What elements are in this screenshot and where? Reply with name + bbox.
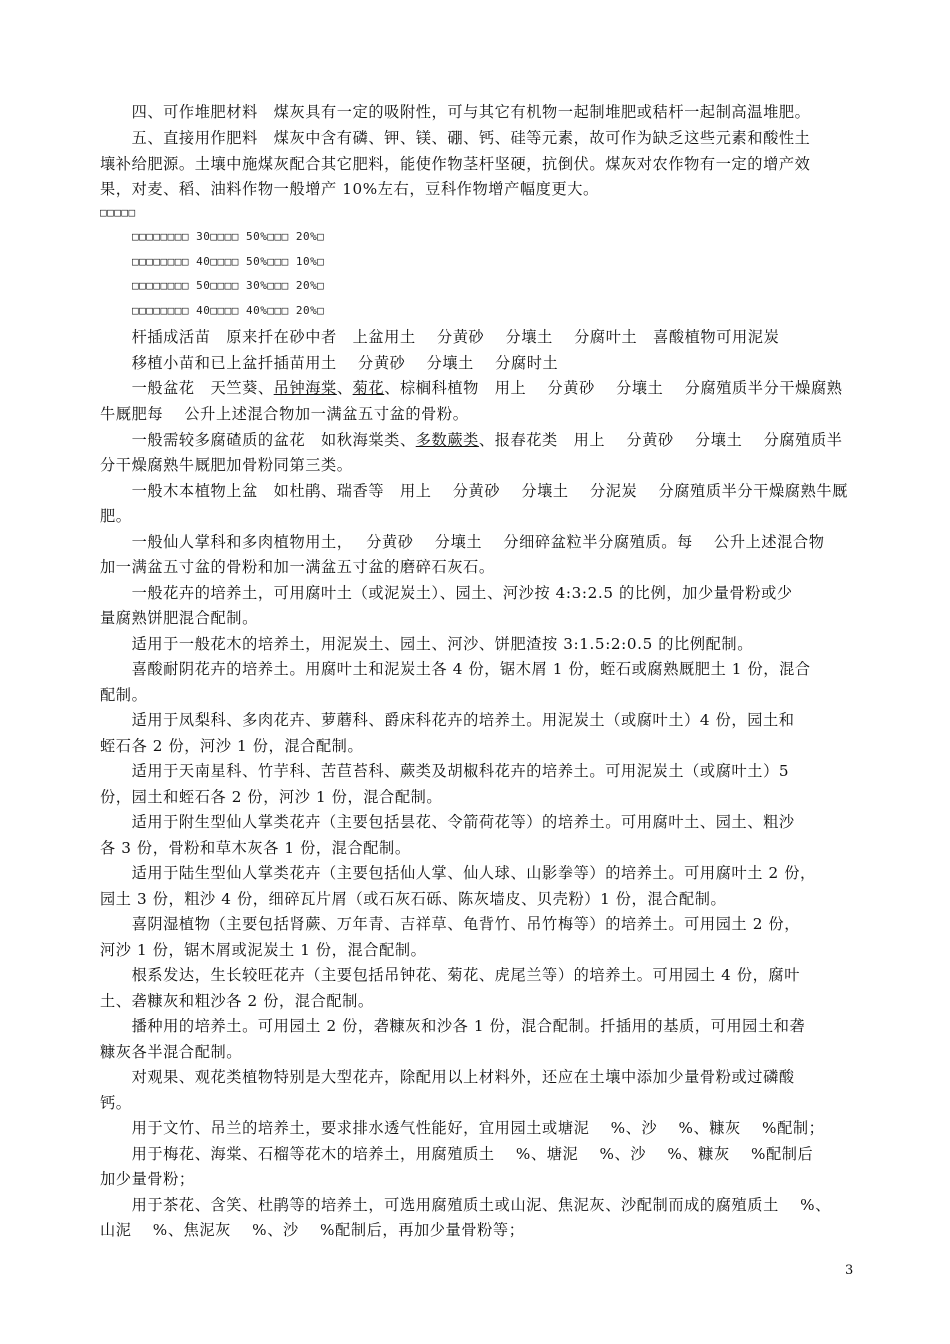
text-line: 五、直接用作肥料 煤灰中含有磷、钾、镁、硼、钙、硅等元素，故可作为缺乏这些元素和酸性土 <box>100 129 811 147</box>
text-line: 用于茶花、含笑、杜鹃等的培养土，可选用腐殖质土或山泥、焦泥灰、沙配制而成的腐殖质土 %、 <box>100 1196 831 1214</box>
text-line: 适用于凤梨科、多肉花卉、萝蘑科、爵床科花卉的培养土。用泥炭土（或腐叶土）4 份，园土和 <box>100 711 795 729</box>
text-line: 播种用的培养土。可用园土 2 份，砻糠灰和沙各 1 份，混合配制。扦插用的基质，可用园土和砻 <box>100 1017 806 1035</box>
garbled-row: □□□□□□□□ 30□□□□ 50%□□□ 20%□ <box>132 230 325 243</box>
text-line: 四、可作堆肥材料 煤灰具有一定的吸附性，可与其它有机物一起制堆肥或秸杆一起制高温堆肥。 <box>100 103 811 121</box>
text-line: 适用于附生型仙人掌类花卉（主要包括昙花、令箭荷花等）的培养土。可用腐叶土、园土、粗沙 <box>100 813 795 831</box>
text-line: 份，园土和蛭石各 2 份，河沙 1 份，混合配制。 <box>100 788 443 806</box>
text-line: 杆插成活苗 原来扦在砂中者 上盆用土 分黄砂 分壤土 分腐叶土 喜酸植物可用泥炭 <box>100 328 780 346</box>
text-line: 山泥 %、焦泥灰 %、沙 %配制后，再加少量骨粉等； <box>100 1221 525 1239</box>
text-line: 牛厩肥每 公升上述混合物加一满盆五寸盆的骨粉。 <box>100 405 469 423</box>
text-line: 用于梅花、海棠、石榴等花木的培养土，用腐殖质土 %、塘泥 %、沙 %、糠灰 %配制后 <box>100 1145 814 1163</box>
garbled-heading: □□□□□ <box>100 206 136 219</box>
text-line: 壤补给肥源。土壤中施煤灰配合其它肥料，能使作物茎杆坚硬，抗倒伏。煤灰对农作物有一定的增产效 <box>100 155 811 173</box>
text-line: 糠灰各半混合配制。 <box>100 1043 243 1061</box>
text-line: 土、砻糠灰和粗沙各 2 份，混合配制。 <box>100 992 374 1010</box>
text-line: 各 3 份，骨粉和草木灰各 1 份，混合配制。 <box>100 839 411 857</box>
text-line: 一般仙人掌科和多肉植物用土， 分黄砂 分壤土 分细碎盆粒半分腐殖质。每 公升上述混合物 <box>100 533 825 551</box>
text-line: 蛭石各 2 份，河沙 1 份，混合配制。 <box>100 737 364 755</box>
text-line: 对观果、观花类植物特别是大型花卉，除配用以上材料外，还应在土壤中添加少量骨粉或过磷酸 <box>100 1068 795 1086</box>
text-line: 肥。 <box>100 507 132 525</box>
text-line: 加一满盆五寸盆的骨粉和加一满盆五寸盆的磨碎石灰石。 <box>100 558 495 576</box>
text-line: 根系发达，生长较旺花卉（主要包括吊钟花、菊花、虎尾兰等）的培养土。可用园土 4 份，腐叶 <box>100 966 800 984</box>
text-line: 适用于天南星科、竹芋科、苦苣苔科、蕨类及胡椒科花卉的培养土。可用泥炭土（或腐叶土）5 <box>100 762 790 780</box>
text-line: 喜阴湿植物（主要包括肾蕨、万年青、吉祥草、龟背竹、吊竹梅等）的培养土。可用园土 2 份， <box>100 915 800 933</box>
text-line: 一般花卉的培养土，可用腐叶土（或泥炭土）、园土、河沙按 4:3:2.5 的比例，加少量骨粉或少 <box>100 584 793 602</box>
text-line: 移植小苗和已上盆扦插苗用土 分黄砂 分壤土 分腐时土 <box>100 354 559 372</box>
garbled-row: □□□□□□□□ 50□□□□ 30%□□□ 20%□ <box>132 279 325 292</box>
text-line: 适用于一般花木的培养土，用泥炭土、园土、河沙、饼肥渣按 3:1.5:2:0.5 的比例配制。 <box>100 635 753 653</box>
text-line: 加少量骨粉； <box>100 1170 195 1188</box>
text-line: 一般木本植物上盆 如杜鹃、瑞香等 用上 分黄砂 分壤土 分泥炭 分腐殖质半分干燥腐熟牛厩 <box>100 482 848 500</box>
text-line: 河沙 1 份，锯木屑或泥炭土 1 份，混合配制。 <box>100 941 427 959</box>
text-line: 喜酸耐阴花卉的培养土。用腐叶土和泥炭土各 4 份，锯木屑 1 份，蛭石或腐熟厩肥土 1 份，混合 <box>100 660 811 678</box>
text-line: 用于文竹、吊兰的培养土，要求排水透气性能好，宜用园土或塘泥 %、沙 %、糠灰 %配制； <box>100 1119 825 1137</box>
text-line: 园土 3 份，粗沙 4 份，细碎瓦片屑（或石灰石砾、陈灰墙皮、贝壳粉）1 份，混合配制。 <box>100 890 727 908</box>
text-line: 一般需较多腐碴质的盆花 如秋海棠类、多数蕨类、报春花类 用上 分黄砂 分壤土 分腐殖质半 <box>100 431 843 449</box>
text-line: 配制。 <box>100 686 148 704</box>
text-line: 一般盆花 天竺葵、吊钟海棠、菊花、棕榈科植物 用上 分黄砂 分壤土 分腐殖质半分干燥腐熟 <box>100 379 843 397</box>
text-line: 果，对麦、稻、油料作物一般增产 10%左右，豆科作物增产幅度更大。 <box>100 180 599 198</box>
page-number: 3 <box>845 1263 854 1278</box>
text-line: 钙。 <box>100 1094 132 1112</box>
text-line: 分干燥腐熟牛厩肥加骨粉同第三类。 <box>100 456 353 474</box>
garbled-row: □□□□□□□□ 40□□□□ 40%□□□ 20%□ <box>132 304 325 317</box>
text-line: 适用于陆生型仙人掌类花卉（主要包括仙人掌、仙人球、山影拳等）的培养土。可用腐叶土 2 份， <box>100 864 816 882</box>
garbled-row: □□□□□□□□ 40□□□□ 50%□□□ 10%□ <box>132 255 325 268</box>
text-line: 量腐熟饼肥混合配制。 <box>100 609 258 627</box>
